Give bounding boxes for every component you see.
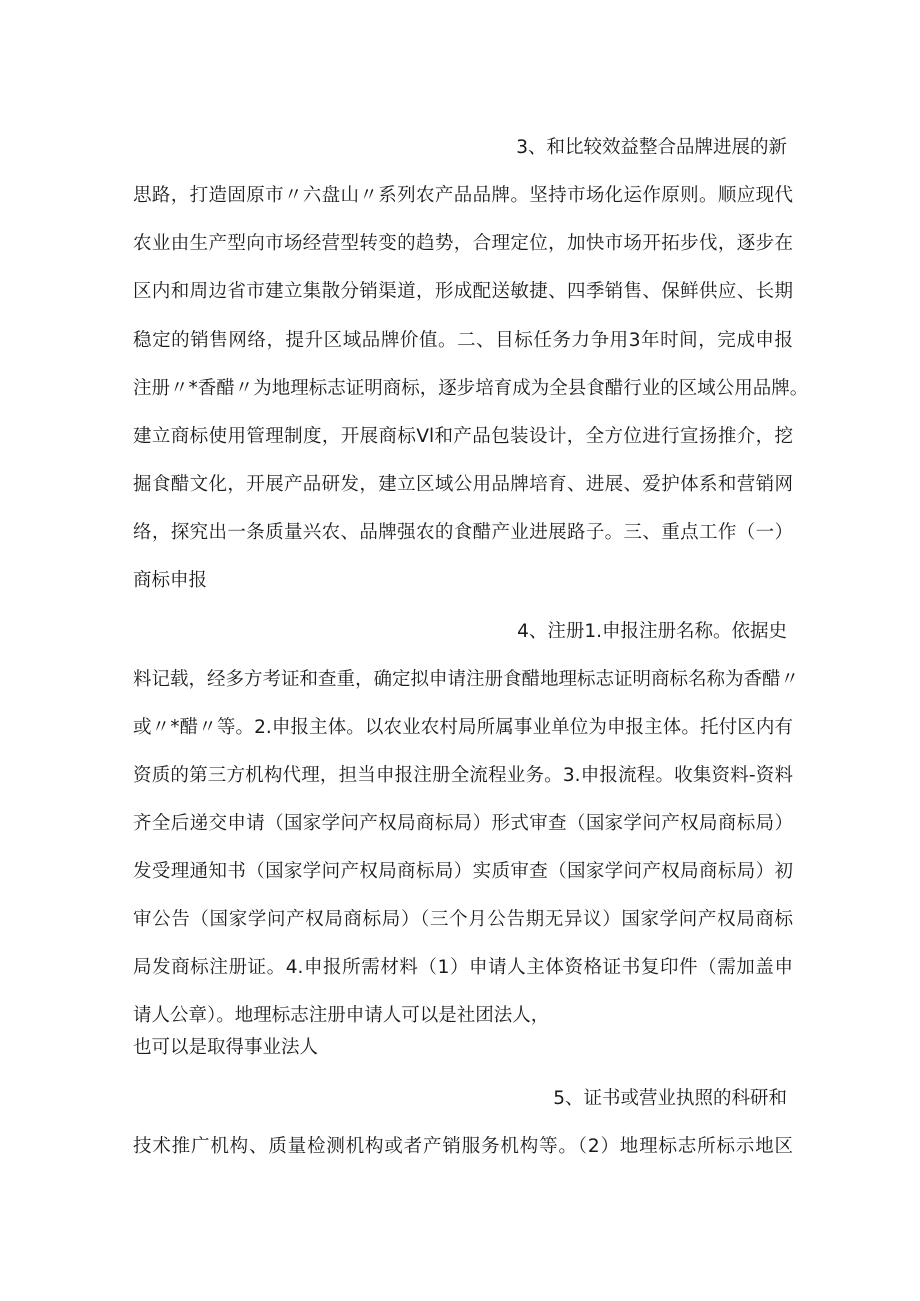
paragraph-line: 络，探究出一条质量兴农、品牌强农的食醋产业进展路子。三、重点工作（一） (133, 522, 793, 543)
paragraph-line: 齐全后递交申请（国家学问产权局商标局）形式审查（国家学问产权局商标局） (133, 813, 793, 834)
paragraph-line: 稳定的销售网络，提升区域品牌价值。二、目标任务力争用3年时间，完成申报 (133, 330, 793, 351)
paragraph-line: 4、注册1.申报注册名称。依据史 (517, 621, 787, 642)
paragraph-line: 3、和比较效益整合品牌进展的新 (516, 137, 787, 158)
paragraph-line: 思路，打造固原市〃六盘山〃系列农产品品牌。坚持市场化运作原则。顺应现代 (133, 185, 793, 206)
paragraph-line: 区内和周边省市建立集散分销渠道，形成配送敏捷、四季销售、保鲜供应、长期 (133, 281, 793, 302)
paragraph-line: 审公告（国家学问产权局商标局）（三个月公告期无异议）国家学问产权局商标 (133, 909, 793, 930)
paragraph-line: 局发商标注册证。4.申报所需材料（1）申请人主体资格证书复印件（需加盖申 (133, 957, 793, 978)
paragraph-line: 建立商标使用管理制度，开展商标Vl和产品包装设计，全方位进行宣扬推介，挖 (133, 426, 793, 447)
paragraph-line: 农业由生产型向市场经营型转变的趋势，合理定位，加快市场开拓步伐，逐步在 (133, 233, 793, 254)
paragraph-line: 发受理通知书（国家学问产权局商标局）实质审查（国家学问产权局商标局）初 (133, 861, 793, 882)
paragraph-line: 请人公章）。地理标志注册申请人可以是社团法人， (133, 1005, 550, 1026)
paragraph-line: 资质的第三方机构代理，担当申报注册全流程业务。3.申报流程。收集资料-资料 (133, 765, 793, 786)
paragraph-line: 也可以是取得事业法人 (133, 1037, 319, 1058)
paragraph-line: 5、证书或营业执照的科研和 (553, 1088, 787, 1109)
paragraph-line: 注册〃*香醋〃为地理标志证明商标，逐步培育成为全县食醋行业的区域公用品牌。 (133, 378, 809, 399)
paragraph-line: 商标申报 (133, 570, 208, 591)
paragraph-line: 掘食醋文化，开展产品研发，建立区域公用品牌培育、进展、爱护体系和营销网 (133, 474, 793, 495)
paragraph-line: 或〃*醋〃等。2.申报主体。以农业农村局所属事业单位为申报主体。托付区内有 (133, 717, 793, 738)
paragraph-line: 料记载，经多方考证和查重，确定拟申请注册食醋地理标志证明商标名称为香醋〃 (133, 669, 800, 690)
paragraph-line: 技术推广机构、质量检测机构或者产销服务机构等。（2）地理标志所标示地区 (133, 1136, 793, 1157)
